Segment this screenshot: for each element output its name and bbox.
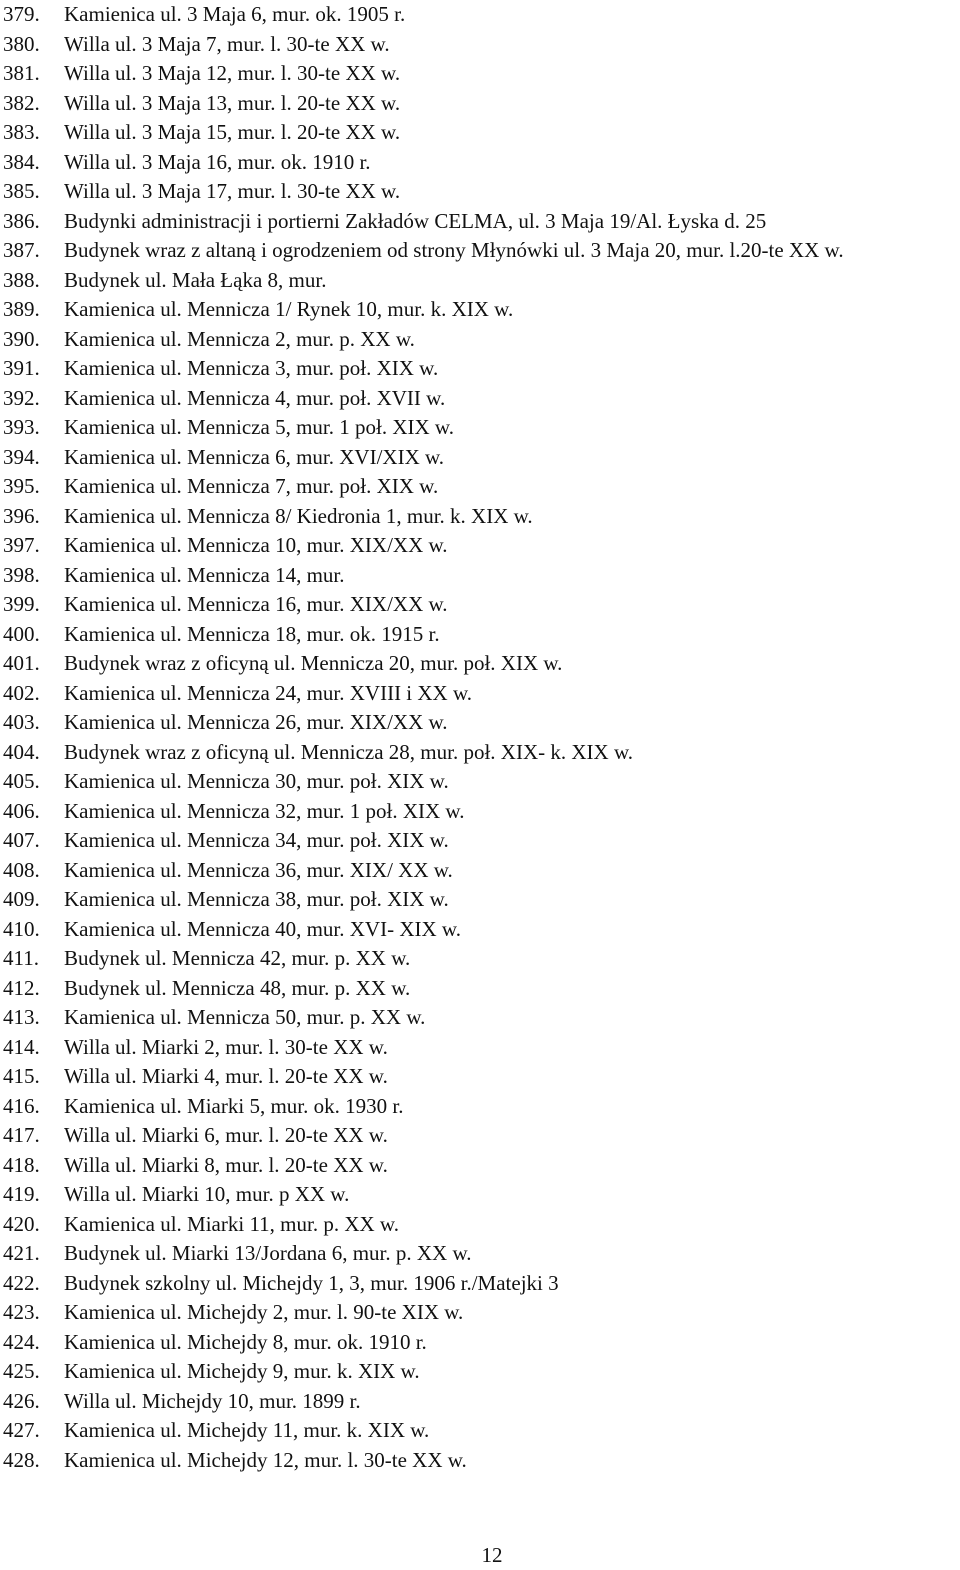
item-text: Kamienica ul. Mennicza 8/ Kiedronia 1, mur. k. XIX w.: [64, 503, 533, 528]
list-item: [3, 354, 958, 384]
list-item: [3, 413, 958, 443]
item-number: 418.: [3, 1152, 40, 1177]
item-number: 417.: [3, 1123, 40, 1147]
item-text: Kamienica ul. Miarki 11, mur. p. XX w.: [64, 1211, 399, 1236]
item-text: Kamienica ul. Mennicza 10, mur. XIX/XX w.: [64, 533, 448, 557]
list-item: [3, 325, 958, 355]
item-number: 404.: [3, 739, 40, 764]
list-item: [3, 384, 958, 414]
item-text: Kamienica ul. Mennicza 38, mur. poł. XIX w.: [64, 887, 449, 911]
item-text: Willa ul. 3 Maja 17, mur. l. 30-te XX w.: [64, 179, 401, 203]
list-item: [3, 649, 958, 679]
item-number: 420.: [3, 1211, 40, 1236]
list-item: [3, 266, 958, 296]
list-item: [3, 1357, 958, 1387]
item-number: 398.: [3, 562, 40, 587]
list-item: [3, 1121, 958, 1151]
list-item: [3, 1446, 958, 1476]
item-number: 380.: [3, 31, 40, 56]
item-number: 422.: [3, 1270, 40, 1295]
item-text: Kamienica ul. Mennicza 1/ Rynek 10, mur. k. XIX w.: [64, 297, 514, 321]
list-item: [3, 915, 958, 945]
list-item: [3, 738, 958, 768]
list-item: [3, 1033, 958, 1063]
item-number: 392.: [3, 385, 40, 410]
item-number: 413.: [3, 1005, 40, 1029]
list-item: [3, 177, 958, 207]
item-number: 383.: [3, 120, 40, 144]
item-text: Kamienica ul. Michejdy 9, mur. k. XIX w.: [64, 1359, 420, 1383]
list-item: [3, 1210, 958, 1240]
item-text: Kamienica ul. Mennicza 32, mur. 1 poł. XIX w.: [64, 798, 465, 823]
item-text: Willa ul. 3 Maja 13, mur. l. 20-te XX w.: [64, 90, 401, 115]
item-number: 427.: [3, 1418, 40, 1442]
item-number: 385.: [3, 179, 40, 203]
item-number: 388.: [3, 267, 40, 292]
item-number: 414.: [3, 1034, 40, 1059]
list-item: [3, 944, 958, 974]
list-item: [3, 826, 958, 856]
list-item: [3, 443, 958, 473]
item-text: Willa ul. Miarki 4, mur. l. 20-te XX w.: [64, 1064, 388, 1088]
item-number: 393.: [3, 415, 40, 439]
item-text: Kamienica ul. Mennicza 34, mur. poł. XIX w.: [64, 828, 449, 852]
item-number: 394.: [3, 444, 40, 469]
item-number: 391.: [3, 356, 40, 380]
item-number: 382.: [3, 90, 40, 115]
item-text: Kamienica ul. Mennicza 26, mur. XIX/XX w.: [64, 710, 448, 734]
list-item: [3, 1328, 958, 1358]
list-item: [3, 1003, 958, 1033]
item-number: 384.: [3, 149, 40, 174]
item-text: Budynek ul. Mennicza 48, mur. p. XX w.: [64, 975, 411, 1000]
item-text: Kamienica ul. Mennicza 16, mur. XIX/XX w.: [64, 592, 448, 616]
list-item: [3, 1092, 958, 1122]
item-number: 389.: [3, 297, 40, 321]
item-number: 428.: [3, 1447, 40, 1472]
item-text: Willa ul. Miarki 10, mur. p XX w.: [64, 1182, 350, 1206]
item-text: Willa ul. 3 Maja 15, mur. l. 20-te XX w.: [64, 120, 401, 144]
item-number: 400.: [3, 621, 40, 646]
page-number: 12: [481, 1543, 503, 1567]
item-text: Kamienica ul. Mennicza 30, mur. poł. XIX w.: [64, 769, 449, 793]
list-item: [3, 0, 958, 30]
list-item: [3, 1298, 958, 1328]
list-item: [3, 679, 958, 709]
item-number: 381.: [3, 61, 40, 85]
list-item: [3, 236, 958, 266]
item-number: 411.: [3, 946, 39, 970]
item-text: Willa ul. Miarki 2, mur. l. 30-te XX w.: [64, 1034, 388, 1059]
list-item: [3, 59, 958, 89]
item-number: 397.: [3, 533, 40, 557]
list-item: [3, 1269, 958, 1299]
list-item: [3, 767, 958, 797]
list-item: [3, 207, 958, 237]
item-number: 396.: [3, 503, 40, 528]
list-item: [3, 1239, 958, 1269]
item-number: 390.: [3, 326, 40, 351]
item-text: Kamienica ul. Mennicza 18, mur. ok. 1915 r.: [64, 621, 440, 646]
item-text: Willa ul. Miarki 8, mur. l. 20-te XX w.: [64, 1152, 388, 1177]
item-text: Budynek wraz z oficyną ul. Mennicza 20, mur. poł. XIX w.: [64, 651, 563, 675]
item-text: Kamienica ul. Michejdy 11, mur. k. XIX w.: [64, 1418, 430, 1442]
item-number: 406.: [3, 798, 40, 823]
item-text: Budynek wraz z oficyną ul. Mennicza 28, mur. poł. XIX- k. XIX w.: [64, 739, 633, 764]
item-number: 409.: [3, 887, 40, 911]
item-number: 402.: [3, 680, 40, 705]
item-number: 379.: [3, 2, 40, 26]
list-item: [3, 148, 958, 178]
item-text: Budynek szkolny ul. Michejdy 1, 3, mur. 1906 r./Matejki 3: [64, 1270, 559, 1295]
item-text: Kamienica ul. 3 Maja 6, mur. ok. 1905 r.: [64, 2, 406, 26]
item-number: 419.: [3, 1182, 40, 1206]
item-text: Kamienica ul. Michejdy 2, mur. l. 90-te XIX w.: [64, 1300, 464, 1324]
item-text: Kamienica ul. Mennicza 4, mur. poł. XVII w.: [64, 385, 446, 410]
item-number: 425.: [3, 1359, 40, 1383]
item-text: Willa ul. 3 Maja 16, mur. ok. 1910 r.: [64, 149, 371, 174]
item-text: Kamienica ul. Michejdy 8, mur. ok. 1910 r.: [64, 1329, 427, 1354]
item-number: 426.: [3, 1388, 40, 1413]
list-item: [3, 1151, 958, 1181]
list-item: [3, 1180, 958, 1210]
item-number: 424.: [3, 1329, 40, 1354]
item-number: 395.: [3, 474, 40, 498]
list-item: [3, 974, 958, 1004]
item-number: 387.: [3, 238, 40, 262]
item-text: Kamienica ul. Mennicza 36, mur. XIX/ XX w.: [64, 857, 453, 882]
list-item: [3, 118, 958, 148]
list-item: [3, 1062, 958, 1092]
item-text: Willa ul. 3 Maja 12, mur. l. 30-te XX w.: [64, 61, 401, 85]
item-text: Willa ul. Miarki 6, mur. l. 20-te XX w.: [64, 1123, 388, 1147]
list-item: [3, 885, 958, 915]
item-number: 423.: [3, 1300, 40, 1324]
item-text: Budynki administracji i portierni Zakładów CELMA, ul. 3 Maja 19/Al. Łyska d. 25: [64, 208, 767, 233]
item-number: 408.: [3, 857, 40, 882]
item-text: Budynek ul. Miarki 13/Jordana 6, mur. p. XX w.: [64, 1241, 472, 1265]
item-text: Kamienica ul. Mennicza 7, mur. poł. XIX w.: [64, 474, 439, 498]
item-text: Budynek ul. Mennicza 42, mur. p. XX w.: [64, 946, 411, 970]
list-item: [3, 89, 958, 119]
list-item: [3, 295, 958, 325]
item-number: 405.: [3, 769, 40, 793]
item-text: Kamienica ul. Mennicza 50, mur. p. XX w.: [64, 1005, 426, 1029]
item-number: 407.: [3, 828, 40, 852]
item-text: Kamienica ul. Mennicza 3, mur. poł. XIX w.: [64, 356, 439, 380]
item-text: Kamienica ul. Miarki 5, mur. ok. 1930 r.: [64, 1093, 404, 1118]
list-item: [3, 797, 958, 827]
item-number: 401.: [3, 651, 40, 675]
item-text: Kamienica ul. Mennicza 14, mur.: [64, 562, 345, 587]
item-text: Kamienica ul. Michejdy 12, mur. l. 30-te XX w.: [64, 1447, 467, 1472]
item-text: Budynek ul. Mała Łąka 8, mur.: [64, 267, 327, 292]
list-item: [3, 531, 958, 561]
list-item: [3, 1416, 958, 1446]
list-item: [3, 561, 958, 591]
list-item: [3, 590, 958, 620]
item-number: 399.: [3, 592, 40, 616]
item-text: Kamienica ul. Mennicza 40, mur. XVI- XIX w.: [64, 916, 461, 941]
list-item: [3, 502, 958, 532]
item-text: Budynek wraz z altaną i ogrodzeniem od strony Młynówki ul. 3 Maja 20, mur. l.20-te XX w.: [64, 238, 844, 262]
item-text: Kamienica ul. Mennicza 2, mur. p. XX w.: [64, 326, 415, 351]
item-number: 416.: [3, 1093, 40, 1118]
item-number: 386.: [3, 208, 40, 233]
item-number: 410.: [3, 916, 40, 941]
item-number: 415.: [3, 1064, 40, 1088]
item-text: Kamienica ul. Mennicza 24, mur. XVIII i XX w.: [64, 680, 473, 705]
item-text: Kamienica ul. Mennicza 6, mur. XVI/XIX w.: [64, 444, 445, 469]
list-item: [3, 708, 958, 738]
monument-list: [3, 0, 958, 1475]
item-text: Kamienica ul. Mennicza 5, mur. 1 poł. XIX w.: [64, 415, 454, 439]
list-item: [3, 472, 958, 502]
item-text: Willa ul. Michejdy 10, mur. 1899 r.: [64, 1388, 361, 1413]
item-number: 403.: [3, 710, 40, 734]
list-item: [3, 1387, 958, 1417]
item-text: Willa ul. 3 Maja 7, mur. l. 30-te XX w.: [64, 31, 390, 56]
list-item: [3, 620, 958, 650]
list-item: [3, 30, 958, 60]
item-number: 421.: [3, 1241, 40, 1265]
item-number: 412.: [3, 975, 40, 1000]
list-item: [3, 856, 958, 886]
